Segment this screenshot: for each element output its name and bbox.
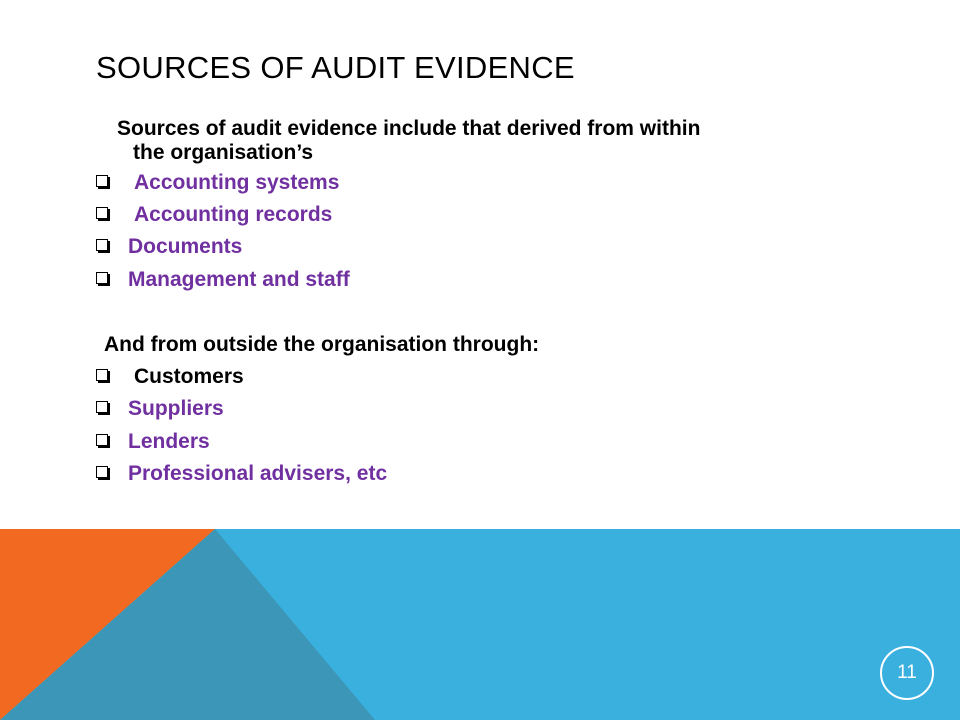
checkbox-square-icon [96, 239, 108, 251]
list-item [96, 462, 387, 486]
intro-line-1: Sources of audit evidence include that derived from within [117, 117, 701, 140]
checkbox-square-icon [96, 207, 108, 219]
checkbox-square-icon [96, 401, 108, 413]
list-item [96, 268, 350, 292]
bullet-label: Customers [134, 365, 244, 388]
page-number: 11 [880, 646, 934, 700]
bullet-label: Professional advisers, etc [128, 462, 388, 485]
list-item [96, 171, 339, 195]
checkbox-square-icon [96, 369, 108, 381]
bullet-label: Management and staff [128, 268, 350, 291]
list-item [96, 235, 242, 259]
bullet-label: Documents [128, 235, 243, 258]
bullet-label: Accounting systems [134, 171, 340, 194]
list-item [96, 397, 224, 421]
bullet-label: Suppliers [128, 397, 224, 420]
list-item [96, 430, 210, 454]
bullet-label: Accounting records [134, 203, 333, 226]
intro-line-2: the organisation’s [133, 141, 314, 164]
bullet-label: Lenders [128, 430, 210, 453]
checkbox-square-icon [96, 272, 108, 284]
external-heading: And from outside the organisation through: [104, 333, 540, 356]
checkbox-square-icon [96, 466, 108, 478]
checkbox-square-icon [96, 434, 108, 446]
footer-band [0, 529, 960, 720]
list-item [96, 203, 332, 227]
list-item [96, 365, 244, 389]
slide-title: SOURCES OF AUDIT EVIDENCE [96, 50, 575, 85]
checkbox-square-icon [96, 175, 108, 187]
intro-text [117, 117, 877, 165]
